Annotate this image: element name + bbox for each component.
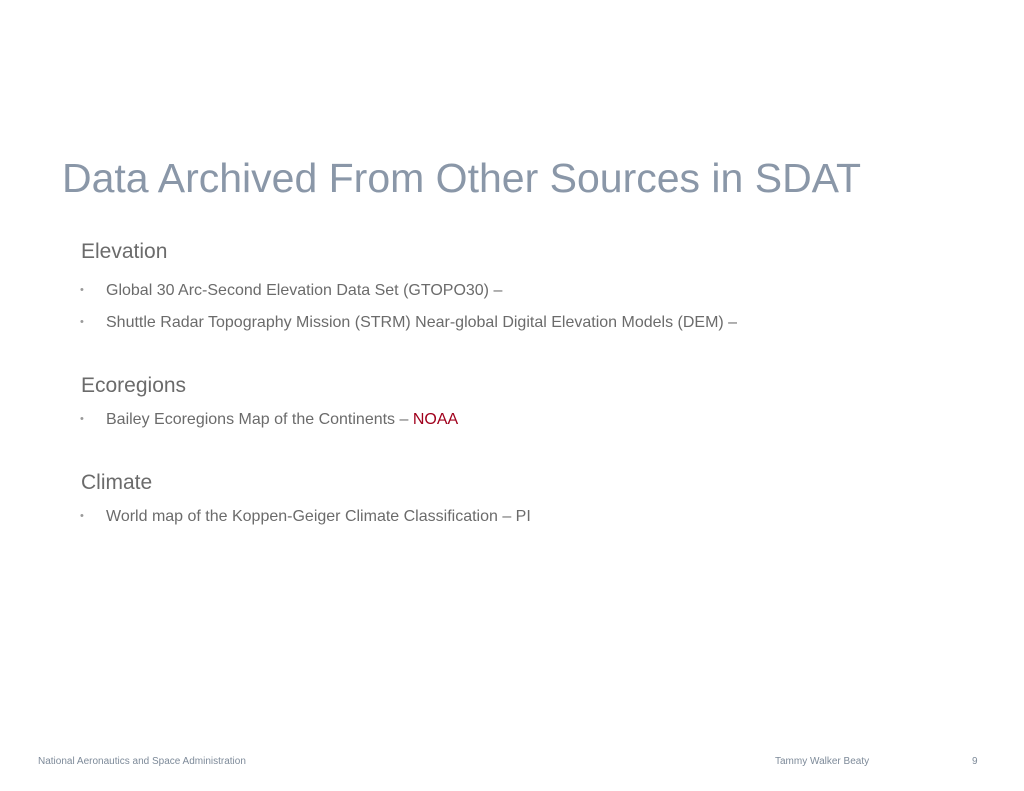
page-number: 9: [972, 756, 978, 767]
list-item: [80, 281, 502, 300]
bullet-icon: •: [80, 510, 84, 522]
noaa-link[interactable]: NOAA: [412, 411, 459, 428]
footer-organization: National Aeronautics and Space Administration: [38, 756, 246, 767]
bullet-icon: •: [80, 316, 84, 328]
bullet-icon: •: [80, 284, 84, 296]
footer-author: Tammy Walker Beaty: [775, 756, 870, 767]
slide-title: Data Archived From Other Sources in SDAT: [62, 155, 862, 201]
list-item-text: World map of the Koppen-Geiger Climate Classification – PI: [106, 508, 531, 525]
section-heading-ecoregions: Ecoregions: [81, 374, 187, 397]
list-item: [80, 507, 531, 526]
section-heading-climate: Climate: [81, 471, 153, 494]
list-item-text: Bailey Ecoregions Map of the Continents –: [106, 411, 413, 428]
list-item-text: Global 30 Arc-Second Elevation Data Set (GTOPO30) –: [106, 282, 503, 299]
list-item: [80, 313, 737, 332]
bullet-icon: •: [80, 413, 84, 425]
section-heading-elevation: Elevation: [81, 240, 168, 263]
list-item: [80, 410, 458, 429]
list-item-text: Shuttle Radar Topography Mission (STRM) Near-global Digital Elevation Models (DEM) –: [106, 314, 738, 331]
